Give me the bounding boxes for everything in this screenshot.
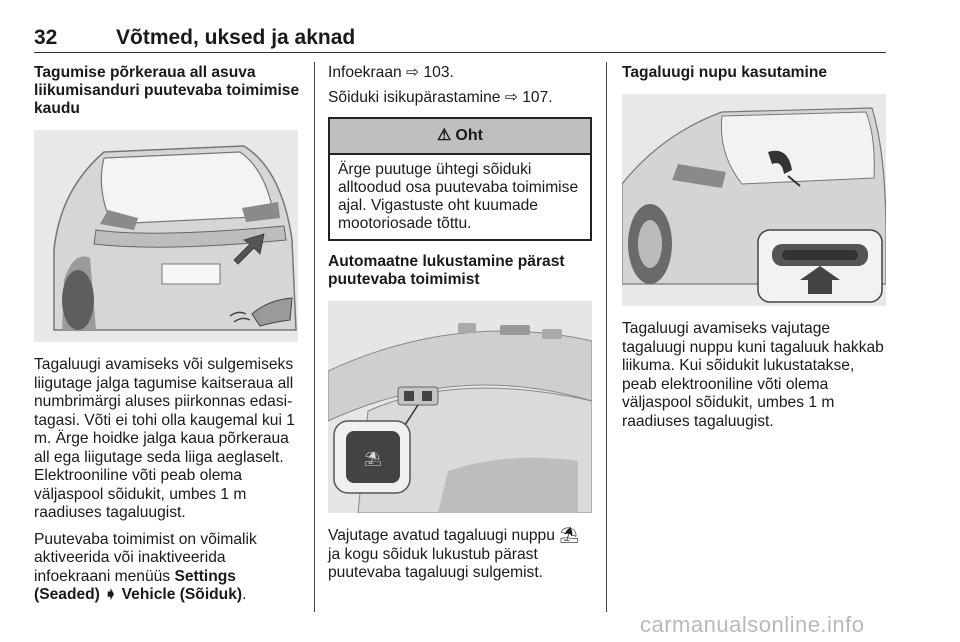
warning-title: Oht	[455, 126, 483, 144]
auto-lock-end: ja kogu sõiduk lukustub pärast puutevaba tagaluugi sulgemist.	[328, 545, 543, 581]
warning-triangle-icon: ⚠	[437, 126, 452, 144]
paragraph-kick-instructions: Tagaluugi avamiseks või sulgemiseks liigutage jalga tagumise kaitseraua all numbrimärgi aluses piirkonnas edasi-tagasi. Võti ei tohi olla kaugemal kui 1 m. Ärge hoidke jalga kaua põrkeraua all ega liigutage seda liiga aeglaselt. Elektrooniline võti peab olema väljaspool sõidukit, umbes 1 m raadiuses tagaluugist.	[34, 356, 295, 521]
page-number: 32	[34, 26, 58, 49]
figure-rear-bumper-sensor	[34, 130, 298, 342]
watermark: carmanualsonline.info	[640, 612, 865, 637]
column-divider-2	[606, 62, 607, 612]
car-rear-illustration	[34, 130, 298, 342]
figure-tailgate-button	[622, 94, 886, 306]
paragraph-tailgate-button: Tagaluugi avamiseks vajutage tagaluugi nuppu kuni tagaluuk hakkab liikuma. Kui sõidukit lukustatakse, peab elektrooniline võti olema väljaspool sõidukit, umbes 1 m raadiuses tagaluugist.	[622, 320, 884, 430]
column-3	[622, 64, 890, 431]
figure-tailgate-lock-button	[328, 301, 592, 513]
reference-personalization	[328, 89, 592, 108]
menu-path-vehicle: Vehicle (Sõiduk)	[121, 586, 243, 603]
section-heading-kick-sensor: Tagumise põrkeraua all asuva liikumisanduri puutevaba toimimise kaudu	[34, 64, 300, 117]
reference-infotainment	[328, 64, 592, 83]
section-heading-auto-lock: Automaatne lukustamine pärast puutevaba toimimist	[328, 253, 565, 288]
tailgate-interior-illustration	[328, 301, 592, 513]
tailgate-button-illustration	[622, 94, 886, 306]
warning-body: Ärge puutuge ühtegi sõiduki alltoodud osa puutevaba toimimise ajal. Vigastuste oht kuumade mootoriosade tõttu.	[338, 161, 579, 232]
chapter-title: Võtmed, uksed ja aknad	[116, 26, 356, 49]
section-heading-tailgate-button: Tagaluugi nupu kasutamine	[622, 64, 828, 81]
warning-header	[330, 119, 590, 155]
paragraph-auto-lock	[328, 527, 592, 583]
reference-page: 103.	[423, 64, 454, 81]
settings-text: Puutevaba toimimist on võimalik aktiveerida või inaktiveerida infoekraani menüüs	[34, 530, 257, 585]
page-ref-arrow-icon: ⇨	[504, 88, 518, 106]
lock-button-icon: ⛱	[559, 527, 580, 544]
paragraph-settings-menu	[34, 531, 302, 605]
column-divider-1	[314, 62, 315, 612]
warning-box	[328, 117, 592, 241]
auto-lock-text: Vajutage avatud tagaluugi nuppu	[328, 527, 560, 544]
column-1	[34, 64, 302, 605]
menu-path-settings: Settings (Seaded)	[34, 567, 236, 603]
reference-label: Sõiduki isikupärastamine	[328, 88, 501, 106]
column-2	[328, 64, 592, 583]
page-ref-arrow-icon: ⇨	[406, 64, 420, 81]
header-rule	[34, 52, 886, 53]
reference-page: 107.	[522, 88, 553, 106]
menu-path-arrow-icon: ➧	[104, 586, 118, 603]
page-header	[34, 26, 886, 50]
settings-end: .	[242, 586, 247, 603]
svg-text:⛱: ⛱	[364, 451, 382, 467]
reference-label: Infoekraan	[328, 64, 402, 81]
